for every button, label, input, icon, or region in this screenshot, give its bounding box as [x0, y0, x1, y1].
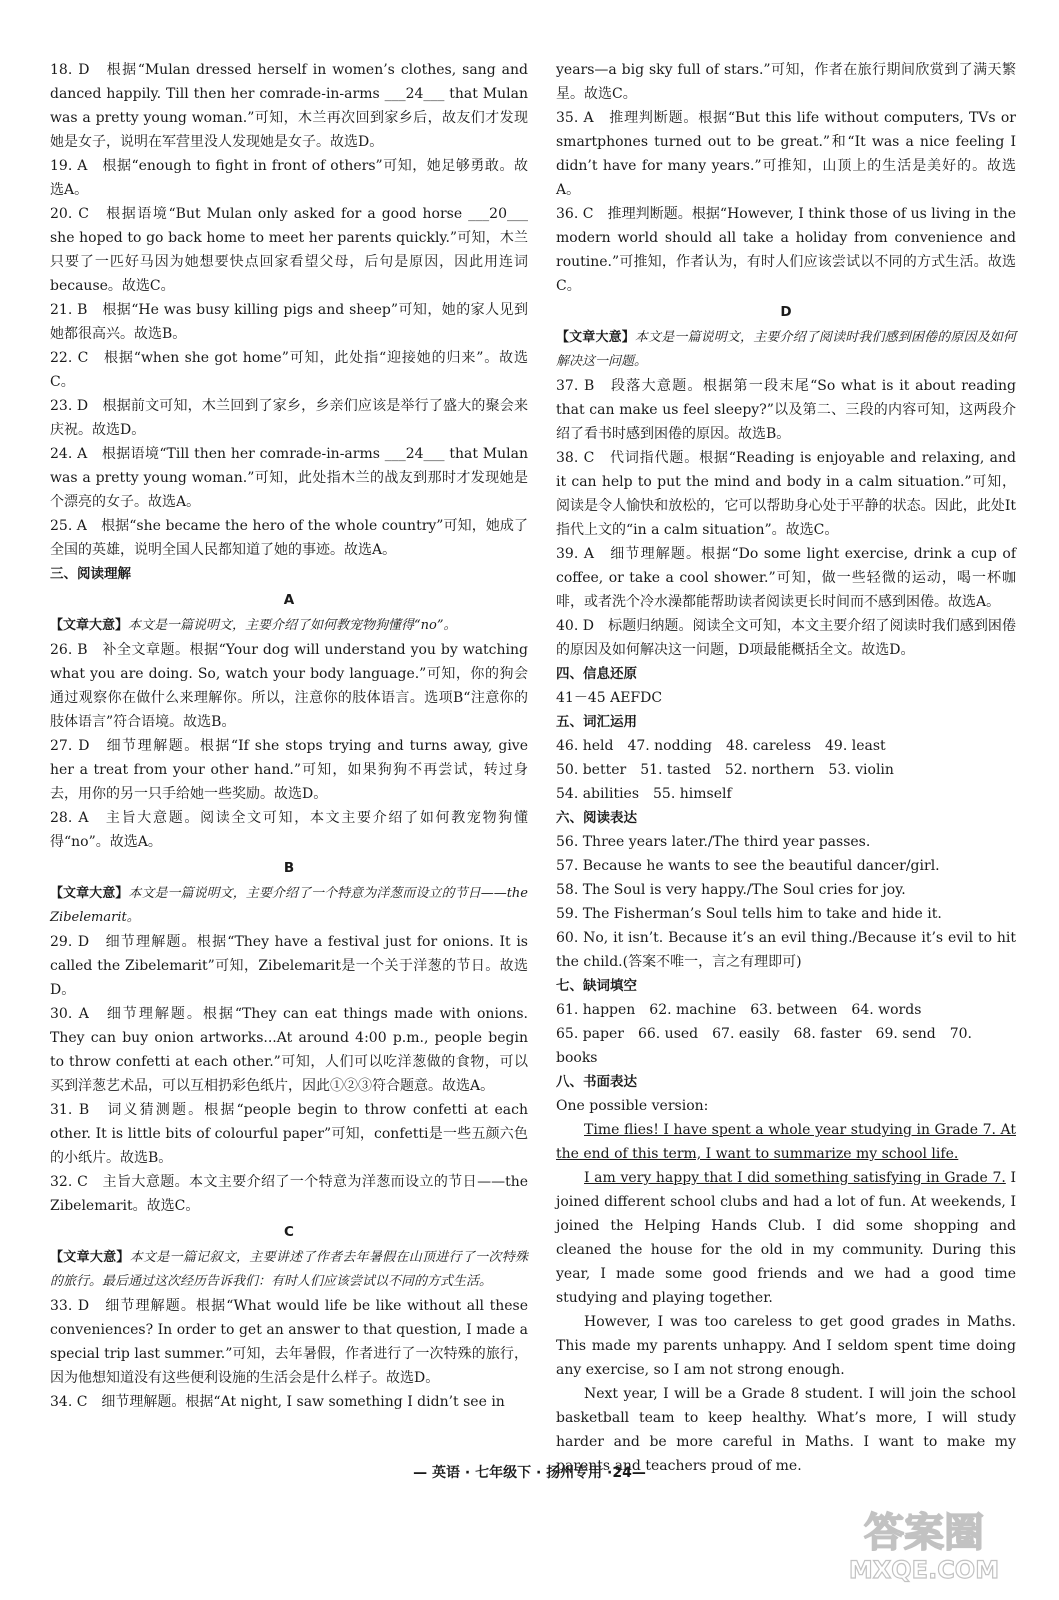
section-heading: 三、阅读理解: [50, 566, 131, 582]
passage-summary: [50, 614, 528, 638]
answer-entry: 18. D 根据“Mulan dressed herself in women’s clothes, sang and danced happily. Till then her comrade-in-arms ___24___ that Mulan was a pretty young woman.”可知，木兰再次回到家乡后，故友们才发现她是女子，说明在军营里没人发现她是女子。故选D。: [50, 62, 528, 150]
answer-entry: 31. B 词义猜测题。根据“people begin to throw confetti at each other. It is little bits of colourful paper”可知，confetti是一些五颜六色的小纸片。故选B。: [50, 1102, 528, 1166]
watermark-logo: [804, 1502, 1044, 1584]
answer-entry: 60. No, it isn’t. Because it’s an evil thing./Because it’s evil to hit the child.(答案不唯一，言之有理即可): [556, 930, 1016, 970]
answer-entry: 36. C 推理判断题。根据“However, I think those of us living in the modern world should all take a holiday from convenience and routine.”可推知，作者认为，有时人们应该尝试以不同的方式生活。故选C。: [556, 206, 1016, 294]
answer-entry: 27. D 细节理解题。根据“If she stops trying and turns away, give her a treat from your other hand.”可知，如果狗狗不再尝试，转过身去，用你的另一只手给她一些奖励。故选D。: [50, 738, 528, 802]
answer-line: 57. Because he wants to see the beautiful dancer/girl.: [556, 858, 940, 874]
answer-line: 56. Three years later./The third year passes.: [556, 834, 871, 850]
summary-text: 本文是一篇记叙文，主要讲述了作者去年暑假在山顶进行了一次特殊的旅行。最后通过这次经历告诉我们：有时人们应该尝试以不同的方式生活。: [50, 1250, 528, 1289]
essay-body-text: I joined different school clubs and had a lot of fun. At weekends, I joined the Helping Hands Club. I did some shopping and cleaned the house for the old in my community. During this year, I made some good friends and we had a good time studying and playing together.: [556, 1170, 1016, 1306]
answer-entry: 21. B 根据“He was busy killing pigs and sheep”可知，她的家人见到她都很高兴。故选B。: [50, 302, 528, 342]
summary-label: 【文章大意】: [556, 330, 635, 345]
answer-entry: 24. A 根据语境“Till then her comrade-in-arms ___24___ that Mulan was a pretty young woman.”可知，此处指木兰的战友到那时才发现她是个漂亮的女子。故选A。: [50, 446, 528, 510]
essay-paragraph: However, I was too careless to get good grades in Maths. This made my parents unhappy. And I seldom spent time doing any exercise, so I am not strong enough.: [556, 1314, 1016, 1378]
answer-entry: 32. C 主旨大意题。本文主要介绍了一个特意为洋葱而设立的节日——the Zibelemarit。故选C。: [50, 1174, 528, 1214]
answer-entry: 39. A 细节理解题。根据“Do some light exercise, drink a cup of coffee, or take a cool shower.”可知，做一些轻微的运动，喝一杯咖啡，或者洗个冷水澡都能帮助读者阅读更长时间而不感到困倦。故选A。: [556, 546, 1016, 610]
section-heading: 八、书面表达: [556, 1074, 637, 1090]
answer-entry: 25. A 根据“she became the hero of the whole country”可知，她成了全国的英雄，说明全国人民都知道了她的事迹。故选A。: [50, 518, 528, 558]
summary-text: 本文是一篇说明文，主要介绍了如何教宠物狗懂得“no”。: [128, 618, 457, 633]
answer-entry: 34. C 细节理解题。根据“At night, I saw something I didn’t see in: [50, 1394, 505, 1410]
answer-entry: 28. A 主旨大意题。阅读全文可知，本文主要介绍了如何教宠物狗懂得“no”。故选A。: [50, 810, 528, 850]
summary-label: 【文章大意】: [50, 1250, 130, 1265]
answer-entry: 29. D 细节理解题。根据“They have a festival just for onions. It is called the Zibelemarit”可知，Zibelemarit是一个关于洋葱的节日。故选D。: [50, 934, 528, 998]
answer-entry: 40. D 标题归纳题。阅读全文可知，本文主要介绍了阅读时我们感到困倦的原因及如何解决这一问题，D项最能概括全文。故选D。: [556, 618, 1016, 658]
answer-line: 59. The Fisherman’s Soul tells him to take and hide it.: [556, 906, 942, 922]
answer-line: 65. paper 66. used 67. easily 68. faster 69. send 70. books: [556, 1026, 972, 1066]
answer-entry: 30. A 细节理解题。根据“They can eat things made with onions. They can buy onion artworks...At around 4:00 p.m., people begin to throw confetti at each other.”可知，人们可以吃洋葱做的食物，可以买到洋葱艺术品，可以互相扔彩色纸片，因此①②③符合题意。故选A。: [50, 1006, 528, 1094]
section-heading: 七、缺词填空: [556, 978, 637, 994]
answer-line: 41－45 AEFDC: [556, 690, 663, 706]
answer-entry: years—a big sky full of stars.”可知，作者在旅行期间欣赏到了满天繁星。故选C。: [556, 62, 1016, 102]
page-footer: — 英语 · 七年级下 · 扬州专用 ·24—: [413, 1465, 646, 1481]
answer-line: 58. The Soul is very happy./The Soul cries for joy.: [556, 882, 906, 898]
answer-entry: 26. B 补全文章题。根据“Your dog will understand you by watching what you are doing. So, watch your body language.”可知，你的狗会通过观察你在做什么来理解你。所以，注意你的肢体语言。选项B“注意你的肢体语言”符合语境。故选B。: [50, 642, 528, 730]
essay-paragraph: [556, 1166, 1016, 1310]
passage-letter: D: [780, 304, 792, 320]
passage-letter: C: [284, 1224, 294, 1240]
answer-line: 61. happen 62. machine 63. between 64. words: [556, 1002, 922, 1018]
answer-line: One possible version:: [556, 1098, 709, 1114]
passage-summary: [50, 882, 528, 930]
summary-label: 【文章大意】: [50, 886, 129, 901]
section-heading: 六、阅读表达: [556, 810, 637, 826]
answer-entry: 19. A 根据“enough to fight in front of others”可知，她足够勇敢。故选A。: [50, 158, 528, 198]
essay-paragraph: Next year, I will be a Grade 8 student. I will join the school basketball team to keep healthy. What’s more, I will study harder and be more careful in Maths. I want to make my parents and teachers proud of me.: [556, 1386, 1016, 1474]
passage-summary: [556, 326, 1016, 374]
passage-letter: A: [283, 592, 295, 608]
summary-text: 本文是一篇说明文，主要介绍了阅读时我们感到困倦的原因及如何解决这一问题。: [556, 330, 1016, 369]
answer-line: 54. abilities 55. himself: [556, 786, 732, 802]
left-column: [50, 58, 528, 1414]
section-heading: 四、信息还原: [556, 666, 637, 682]
right-column: [556, 58, 1016, 1478]
essay-topic-sentence: I am very happy that I did something satisfying in Grade 7.: [584, 1170, 1006, 1186]
passage-summary: [50, 1246, 528, 1294]
summary-label: 【文章大意】: [50, 618, 129, 633]
answer-line: 46. held 47. nodding 48. careless 49. least: [556, 738, 886, 754]
answer-entry: 38. C 代词指代题。根据“Reading is enjoyable and relaxing, and it can help to put the mind and body in a calm situation.”可知，阅读是令人愉快和放松的，它可以帮助身心处于平静的状态。因此，此处It指代上文的“in a calm situation”。故选C。: [556, 450, 1016, 538]
answer-entry: 22. C 根据“when she got home”可知，此处指“迎接她的归来”。故选C。: [50, 350, 528, 390]
svg-text:MXQE.COM: MXQE.COM: [848, 1556, 1000, 1584]
section-heading: 五、词汇运用: [556, 714, 637, 730]
summary-text: 本文是一篇说明文，主要介绍了一个特意为洋葱而设立的节日——the Zibelemarit。: [50, 886, 528, 925]
answer-entry: 23. D 根据前文可知，木兰回到了家乡，乡亲们应该是举行了盛大的聚会来庆祝。故选D。: [50, 398, 528, 438]
answer-line: 50. better 51. tasted 52. northern 53. violin: [556, 762, 894, 778]
answer-entry: 20. C 根据语境“But Mulan only asked for a good horse ___20___ she hoped to go back home to meet her parents quickly.”可知，木兰只要了一匹好马因为她想要快点回家看望父母，后句是原因，因此用连词because。故选C。: [50, 206, 528, 294]
svg-text:答案圈: 答案圈: [864, 1510, 984, 1556]
answer-entry: 33. D 细节理解题。根据“What would life be like without all these conveniences? In order to get an answer to that question, I made a special trip last summer.”可知，去年暑假，作者进行了一次特殊的旅行，因为他想知道没有这些便利设施的生活会是什么样子。故选D。: [50, 1298, 528, 1386]
answer-entry: 35. A 推理判断题。根据“But this life without computers, TVs or smartphones turned out to be great.”和“It was a nice feeling I didn’t have for many years.”可推知，山顶上的生活是美好的。故选A。: [556, 110, 1016, 198]
answer-entry: 37. B 段落大意题。根据第一段末尾“So what is it about reading that can make us feel sleepy?”以及第二、三段的内容可知，这两段介绍了看书时感到困倦的原因。故选B。: [556, 378, 1016, 442]
passage-letter: B: [283, 860, 295, 876]
essay-paragraph: Time flies! I have spent a whole year studying in Grade 7. At the end of this term, I want to summarize my school life.: [556, 1122, 1016, 1162]
